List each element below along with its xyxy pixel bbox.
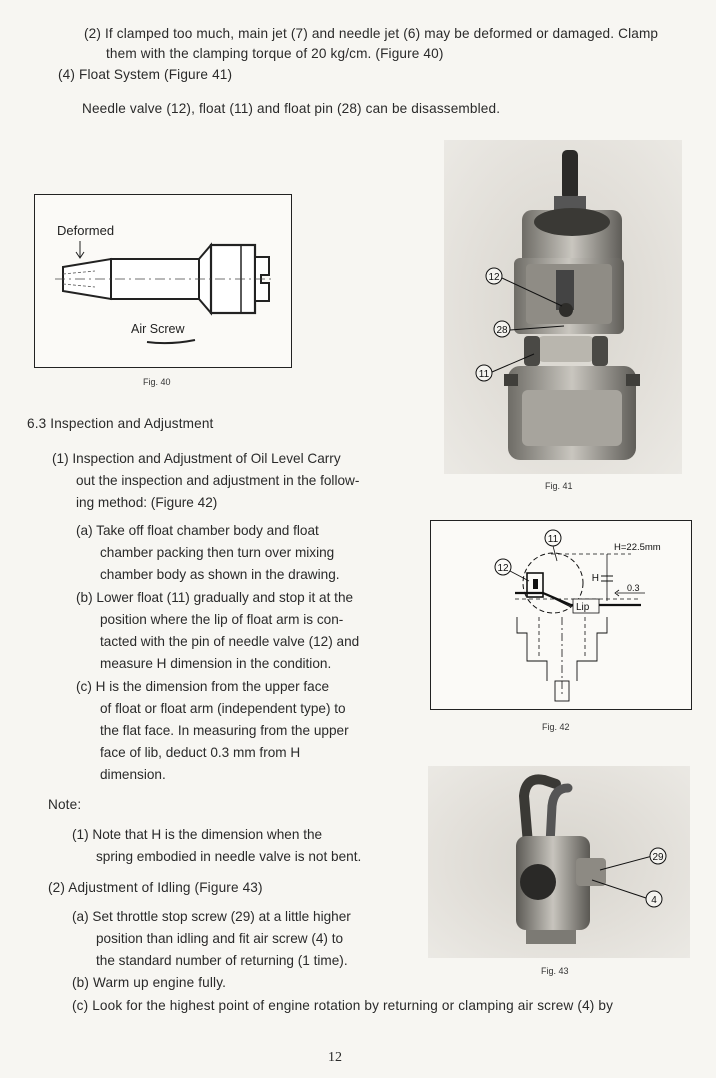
figure-41-photo [444, 140, 682, 474]
p1-block [52, 448, 397, 514]
fig43-caption: Fig. 43 [541, 966, 569, 976]
callout-12: 12 [488, 272, 500, 283]
carburetor-disassembled-photo [444, 140, 682, 474]
c-line: of float or float arm (independent type) to [100, 701, 346, 716]
item4-body: Needle valve (12), float (11) and float pin (28) can be disassembled. [82, 101, 501, 116]
callout-11: 11 [478, 369, 490, 380]
b-line: measure H dimension in the condition. [100, 656, 332, 671]
air-screw-diagram [35, 195, 291, 367]
label-lip: Lip [576, 602, 590, 613]
b-line: (b) Lower float (11) gradually and stop it at the [76, 590, 354, 605]
figure-43-photo [428, 766, 690, 958]
b-line: tacted with the pin of needle valve (12) and [100, 634, 360, 649]
label-deformed: Deformed [57, 223, 115, 238]
section-heading: 6.3 Inspection and Adjustment [27, 416, 214, 431]
b-line: position where the lip of float arm is con- [100, 612, 344, 627]
item2-line2: them with the clamping torque of 20 kg/cm. (Figure 40) [106, 46, 444, 61]
note-heading: Note: [48, 797, 82, 812]
item4-heading: (4) Float System (Figure 41) [58, 67, 233, 82]
fig42-callout-12: 12 [497, 563, 509, 574]
figure-42-frame [430, 520, 692, 710]
label-h-dimension: H=22.5mm [614, 542, 661, 553]
note-line: spring embodied in needle valve is not bent. [96, 849, 362, 864]
a-line: (a) Take off float chamber body and float [76, 523, 319, 538]
figure-40-frame [34, 194, 292, 368]
p1-line: (1) Inspection and Adjustment of Oil Level Carry [52, 451, 341, 466]
p1-line: out the inspection and adjustment in the follow- [76, 473, 360, 488]
p2a-block [72, 906, 402, 972]
fig42-caption: Fig. 42 [542, 722, 570, 732]
callout-28: 28 [496, 325, 508, 336]
callout-4: 4 [651, 895, 657, 906]
a-line: chamber body as shown in the drawing. [100, 567, 340, 582]
a-line: chamber packing then turn over mixing [100, 545, 335, 560]
page-number: 12 [328, 1050, 342, 1065]
note-block [72, 824, 402, 868]
c-line: (c) H is the dimension from the upper face [76, 679, 330, 694]
float-level-diagram [431, 521, 691, 709]
carburetor-assembled-photo [428, 766, 690, 958]
fig41-caption: Fig. 41 [545, 481, 573, 491]
label-h: H [591, 573, 599, 584]
c-line: the flat face. In measuring from the upper [100, 723, 349, 738]
p2a-line: (a) Set throttle stop screw (29) at a little higher [72, 909, 351, 924]
note-line: (1) Note that H is the dimension when the [72, 827, 323, 842]
p1-line: ing method: (Figure 42) [76, 495, 218, 510]
label-0-3: 0.3 [627, 583, 640, 593]
item-a-block [76, 520, 396, 586]
fig40-caption: Fig. 40 [143, 377, 171, 387]
p2c-line: (c) Look for the highest point of engine rotation by returning or clamping air screw (4) by [72, 998, 614, 1013]
item2-line1: (2) If clamped too much, main jet (7) and needle jet (6) may be deformed or damaged. Clamp [84, 26, 659, 41]
item-c-block [76, 676, 396, 786]
p2a-line: position than idling and fit air screw (4) to [96, 931, 344, 946]
label-air-screw: Air Screw [131, 322, 185, 336]
item-b-block [76, 587, 396, 675]
p2-heading: (2) Adjustment of Idling (Figure 43) [48, 880, 263, 895]
c-line: face of lib, deduct 0.3 mm from H [100, 745, 301, 760]
callout-29: 29 [652, 852, 664, 863]
fig42-callout-11: 11 [547, 534, 559, 545]
c-line: dimension. [100, 767, 166, 782]
p2a-line: the standard number of returning (1 time). [96, 953, 348, 968]
p2b-line: (b) Warm up engine fully. [72, 975, 227, 990]
